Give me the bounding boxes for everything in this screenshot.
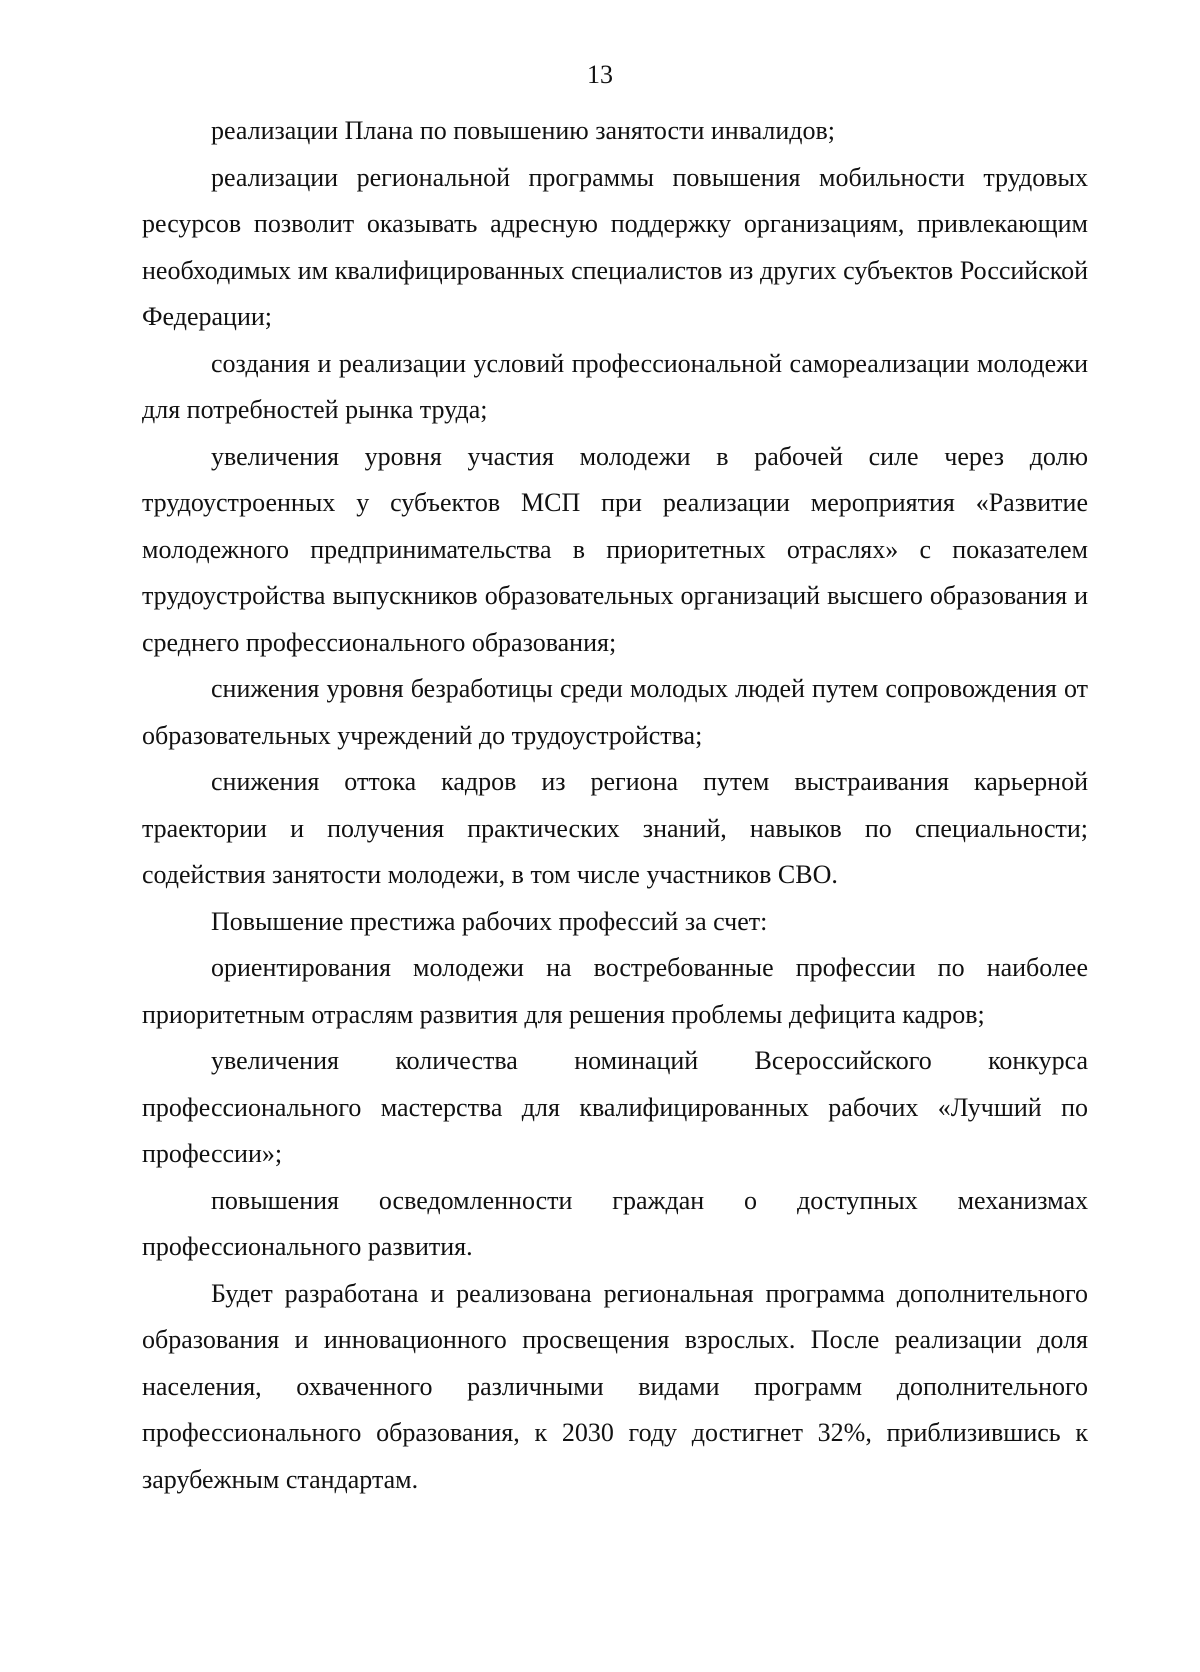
- paragraph: увеличения количества номинаций Всероссийского конкурса профессионального мастерства для квалифицированных рабочих «Лучший по профессии»;: [142, 1046, 1088, 1168]
- paragraph: создания и реализации условий профессиональной самореализации молодежи для потребностей рынка труда;: [142, 348, 1088, 424]
- paragraph: повышения осведомленности граждан о доступных механизмах профессионального развития.: [142, 1185, 1088, 1261]
- page-number: 13: [587, 60, 613, 89]
- paragraph: реализации Плана по повышению занятости инвалидов;: [211, 116, 836, 145]
- paragraph: ориентирования молодежи на востребованные профессии по наиболее приоритетным отраслям развития для решения проблемы дефицита кадров;: [142, 953, 1088, 1029]
- paragraph: Будет разработана и реализована региональная программа дополнительного образования и инновационного просвещения взрослых. После реализации доля населения, охваченного различными видами программ дополнительного профессионального образования, к 2030 году достигнет 32%, приблизившись к зарубежным стандартам.: [142, 1278, 1088, 1494]
- paragraph: снижения оттока кадров из региона путем выстраивания карьерной траектории и получения практических знаний, навыков по специальности; содействия занятости молодежи, в том числе участников СВО.: [142, 767, 1088, 889]
- paragraph: увеличения уровня участия молодежи в рабочей силе через долю трудоустроенных у субъектов МСП при реализации мероприятия «Развитие молодежного предпринимательства в приоритетных отраслях» с показателем трудоустройства выпускников образовательных организаций высшего образования и среднего профессионального образования;: [142, 441, 1088, 657]
- paragraph: реализации региональной программы повышения мобильности трудовых ресурсов позволит оказывать адресную поддержку организациям, привлекающим необходимых им квалифицированных специалистов из других субъектов Российской Федерации;: [142, 162, 1088, 331]
- paragraph: Повышение престижа рабочих профессий за счет:: [211, 906, 768, 936]
- paragraph: снижения уровня безработицы среди молодых людей путем сопровождения от образовательных учреждений до трудоустройства;: [142, 674, 1088, 750]
- body-text: [142, 108, 1088, 1503]
